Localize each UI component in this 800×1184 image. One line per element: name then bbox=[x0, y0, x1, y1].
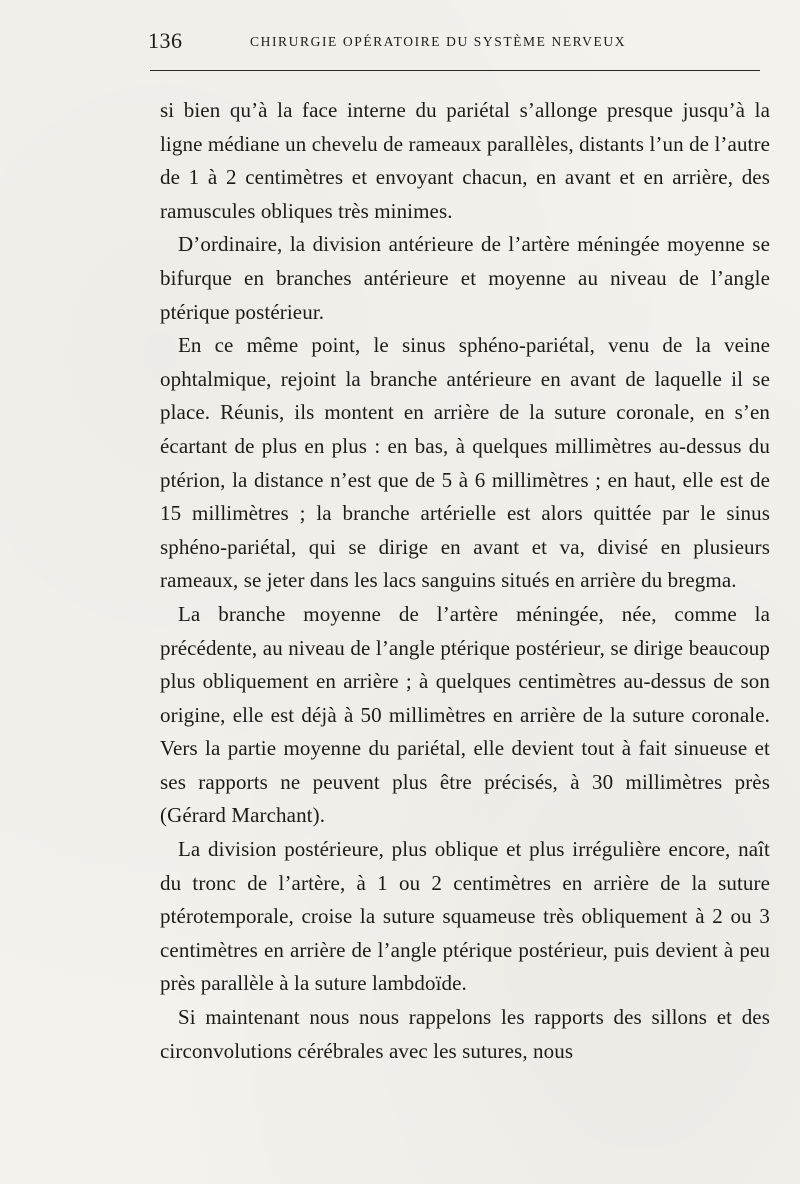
header-rule bbox=[150, 70, 760, 71]
paragraph-continuation: si bien qu’à la face interne du pariétal s’allonge presque jusqu’à la ligne médiane un chevelu de rameaux parallèles, distants l’un de l’autre de 1 à 2 centimètres et envoyant chacun, en avant et en arrière, des ramuscules obliques très minimes. bbox=[160, 98, 770, 223]
paragraph: En ce même point, le sinus sphéno-pariétal, venu de la veine ophtalmique, rejoint la branche antérieure en avant de laquelle il se place. Réunis, ils montent en arrière de la suture coronale, en s’en écartant de plus en plus : en bas, à quelques millimètres au-dessus du ptérion, la distance n’est que de 5 à 6 millimètres ; en haut, elle est de 15 millimètres ; la branche artérielle est alors quittée par le sinus sphéno-pariétal, qui se dirige en avant et va, divisé en plusieurs rameaux, se jeter dans les lacs sanguins situés en arrière du bregma. bbox=[160, 333, 770, 593]
running-head bbox=[148, 28, 760, 58]
paragraph: Si maintenant nous nous rappelons les rapports des sillons et des circonvolutions cérébrales avec les sutures, nous bbox=[160, 1005, 770, 1063]
page-number: 136 bbox=[148, 28, 183, 53]
body-text bbox=[160, 94, 770, 1068]
paragraph: D’ordinaire, la division antérieure de l’artère méningée moyenne se bifurque en branches antérieure et moyenne au niveau de l’angle ptérique postérieur. bbox=[160, 232, 770, 324]
running-title: CHIRURGIE OPÉRATOIRE DU SYSTÈME NERVEUX bbox=[250, 34, 627, 49]
paragraph: La division postérieure, plus oblique et plus irrégulière encore, naît du tronc de l’artère, à 1 ou 2 centimètres en arrière de la suture ptérotemporale, croise la suture squameuse très obliquement à 2 ou 3 centimètres en arrière de l’angle ptérique postérieur, puis devient à peu près parallèle à la suture lambdoïde. bbox=[160, 837, 770, 996]
paragraph: La branche moyenne de l’artère méningée, née, comme la précédente, au niveau de l’angle ptérique postérieur, se dirige beaucoup plus obliquement en arrière ; à quelques centimètres au-dessus de son origine, elle est déjà à 50 millimètres en arrière de la suture coronale. Vers la partie moyenne du pariétal, elle devient tout à fait sinueuse et ses rapports ne peuvent plus être précisés, à 30 millimètres près (Gérard Marchant). bbox=[160, 601, 770, 828]
